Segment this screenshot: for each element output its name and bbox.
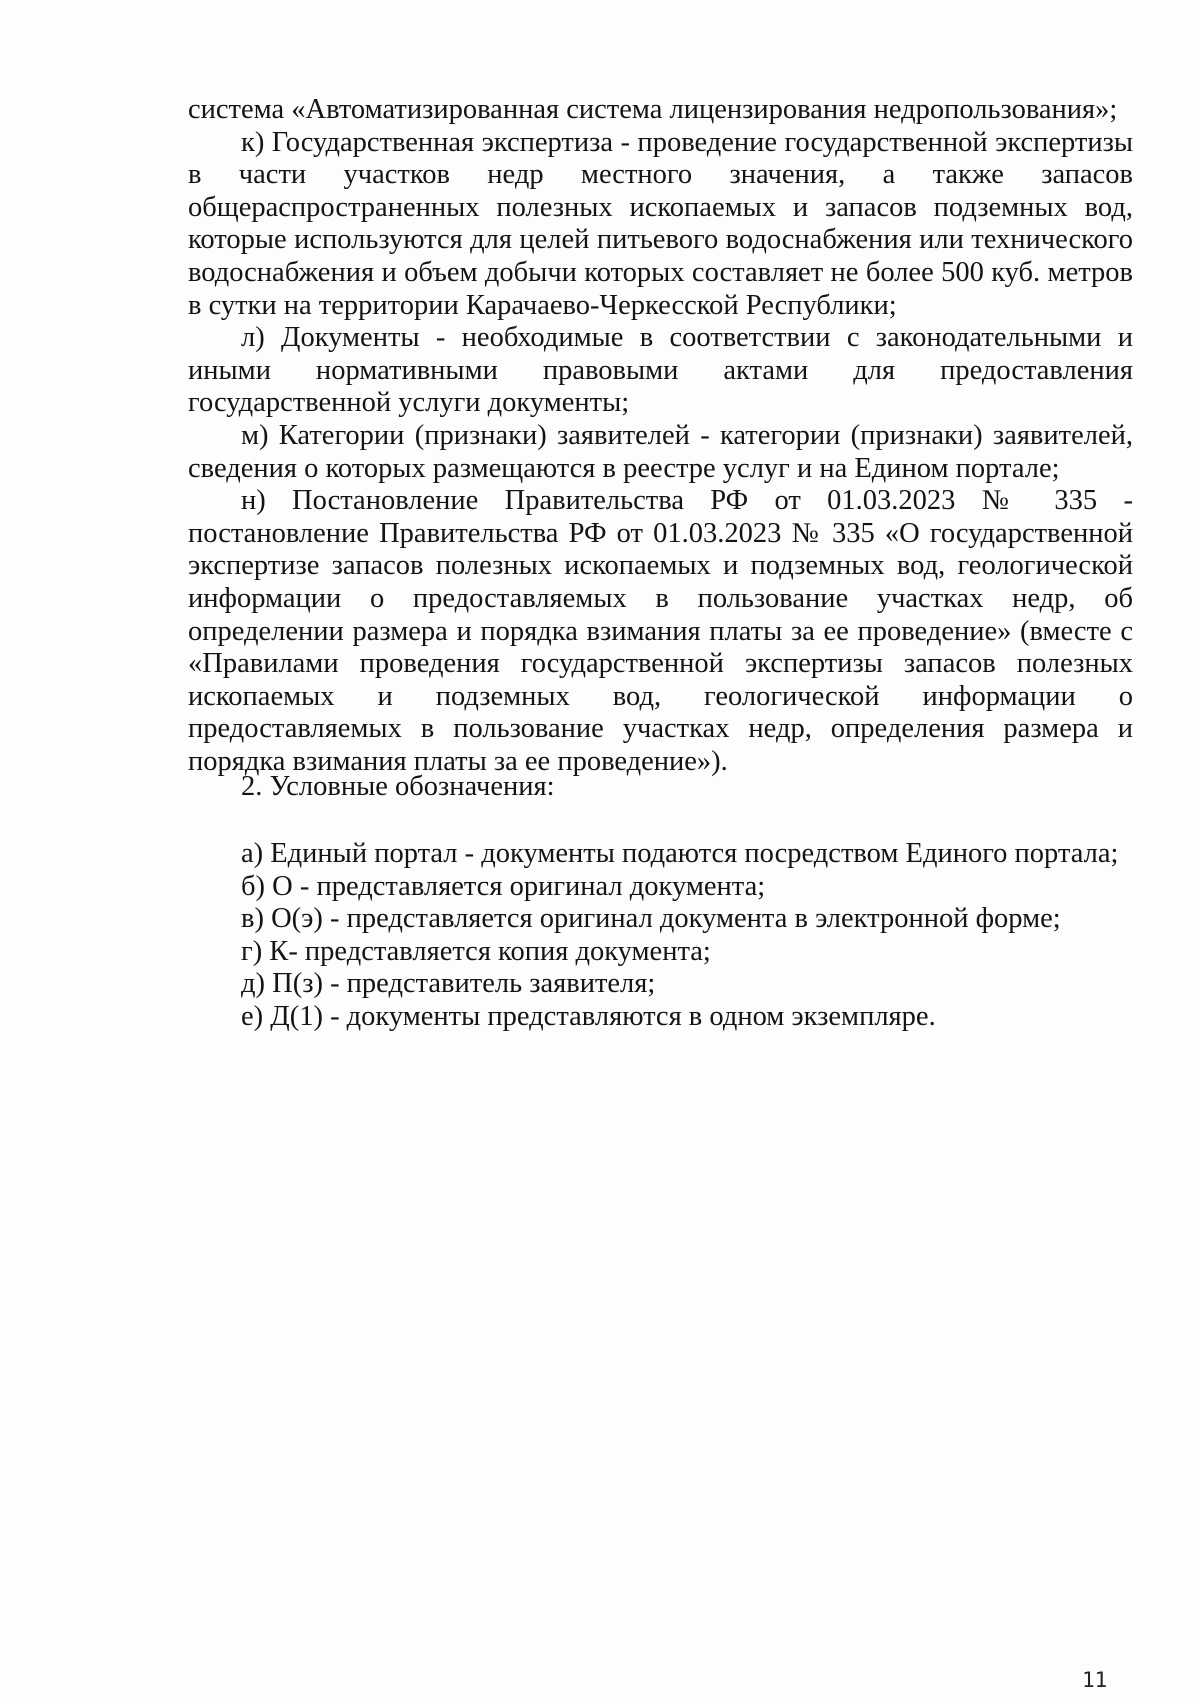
paragraph-m: м) Категории (признаки) заявителей - категории (признаки) заявителей, сведения о которых размещаются в реестре услуг и на Едином портале;: [188, 419, 1133, 484]
paragraph-l: л) Документы - необходимые в соответствии с законодательными и иными нормативными правовыми актами для предоставления государственной услуги документы;: [188, 322, 1133, 419]
page-number: 11: [1082, 1668, 1108, 1692]
legend-item-e: е) Д(1) - документы представляются в одном экземпляре.: [241, 1000, 936, 1032]
section-heading: 2. Условные обозначения:: [241, 771, 555, 802]
legend-item-d: д) П(з) - представитель заявителя;: [241, 968, 656, 1000]
legend-block: [188, 838, 1133, 1034]
definitions-block: [188, 94, 1133, 778]
legend-item-b: б) О - представляется оригинал документа;: [241, 870, 766, 902]
section-2-block: [188, 771, 1133, 804]
legend-item-a: а) Единый портал - документы подаются посредством Единого портала;: [241, 838, 1119, 869]
paragraph-zh-continuation: система «Автоматизированная система лицензирования недропользования»;: [188, 94, 1118, 125]
legend-list: [188, 838, 1133, 1034]
legend-item-v: в) О(э) - представляется оригинал документа в электронной форме;: [241, 903, 1061, 935]
paragraph-k: к) Государственная экспертиза - проведение государственной экспертизы в части участков недр местного значения, а также запасов общераспространенных полезных ископаемых и запасов подземных вод, которые используются для целей питьевого водоснабжения или технического водоснабжения и объем добычи которых составляет не более 500 куб. метров в сутки на территории Карачаево-Черкесской Республики;: [188, 126, 1133, 321]
paragraph-n: н) Постановление Правительства РФ от 01.03.2023 № 335 - постановление Правительства РФ от 01.03.2023 № 335 «О государственной экспертизе запасов полезных ископаемых и подземных вод, геологической информации о предоставляемых в пользование участках недр, об определении размера и порядка взимания платы за ее проведение» (вместе с «Правилами проведения государственной экспертизы запасов полезных ископаемых и подземных вод, геологической информации о предоставляемых в пользование участках недр, определения размера и порядка взимания платы за ее проведение»).: [188, 485, 1133, 777]
legend-item-g: г) К- представляется копия документа;: [241, 935, 711, 967]
